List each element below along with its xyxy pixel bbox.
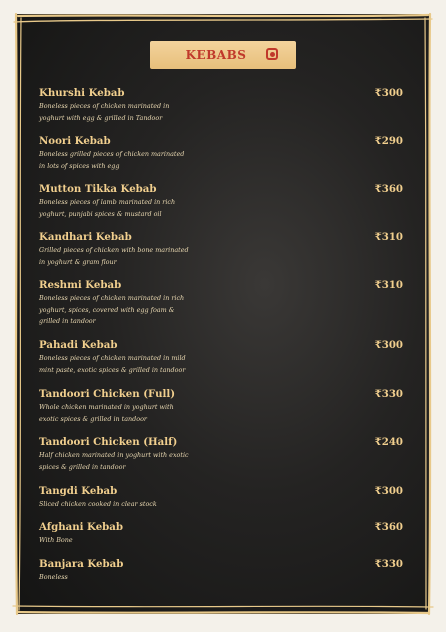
item-price: ₹300 (374, 87, 403, 99)
item-description: Boneless (39, 573, 68, 581)
item-description: Boneless pieces of lamb marinated in rich yoghurt, punjabi spices & mustard oil (39, 198, 176, 218)
section-title-badge (150, 41, 296, 69)
menu-item (39, 558, 405, 584)
item-price: ₹290 (374, 135, 403, 147)
item-price: ₹360 (374, 183, 403, 195)
item-description: Sliced chicken cooked in clear stock (39, 500, 157, 508)
menu-item (39, 521, 405, 547)
item-price: ₹360 (374, 521, 403, 533)
item-price: ₹310 (374, 279, 403, 291)
item-description: Whole chicken marinated in yoghurt with exotic spices & grilled in tandoor (39, 403, 174, 423)
menu-item (39, 183, 405, 220)
menu-item (39, 339, 405, 376)
item-description: Boneless grilled pieces of chicken marinated in lots of spices with egg (39, 150, 185, 170)
item-price: ₹310 (374, 231, 403, 243)
item-name: Khurshi Kebab (39, 87, 125, 99)
item-name: Tandoori Chicken (Full) (39, 388, 176, 400)
item-name: Tangdi Kebab (39, 485, 118, 497)
item-description: Grilled pieces of chicken with bone marinated in yoghurt & gram flour (39, 246, 189, 266)
item-description: Half chicken marinated in yoghurt with exotic spices & grilled in tandoor (39, 451, 189, 471)
item-price: ₹330 (374, 388, 403, 400)
section-title: KEBABS (185, 48, 247, 62)
menu-item (39, 87, 405, 124)
item-description: With Bone (39, 536, 73, 544)
menu-item (39, 231, 405, 268)
item-description: Boneless pieces of chicken marinated in mild mint paste, exotic spices & grilled in tandoor (39, 354, 186, 374)
menu-item (39, 485, 405, 511)
item-name: Pahadi Kebab (39, 339, 118, 351)
item-name: Noori Kebab (39, 135, 111, 147)
item-price: ₹300 (374, 339, 403, 351)
item-name: Kandhari Kebab (39, 231, 132, 243)
item-name: Mutton Tikka Kebab (39, 183, 157, 195)
item-description: Boneless pieces of chicken marinated in yoghurt with egg & grilled in Tandoor (39, 102, 170, 122)
menu-item (39, 436, 405, 473)
item-name: Afghani Kebab (39, 521, 124, 533)
item-price: ₹300 (374, 485, 403, 497)
item-name: Banjara Kebab (39, 558, 124, 570)
menu-item (39, 279, 405, 328)
item-price: ₹330 (374, 558, 403, 570)
item-name: Tandoori Chicken (Half) (39, 436, 178, 448)
non-veg-icon (266, 48, 278, 60)
item-description: Boneless pieces of chicken marinated in rich yoghurt, spices, covered with egg foam & grilled in tandoor (39, 294, 185, 325)
menu-item (39, 135, 405, 172)
menu-item (39, 388, 405, 425)
item-name: Reshmi Kebab (39, 279, 122, 291)
item-price: ₹240 (374, 436, 403, 448)
